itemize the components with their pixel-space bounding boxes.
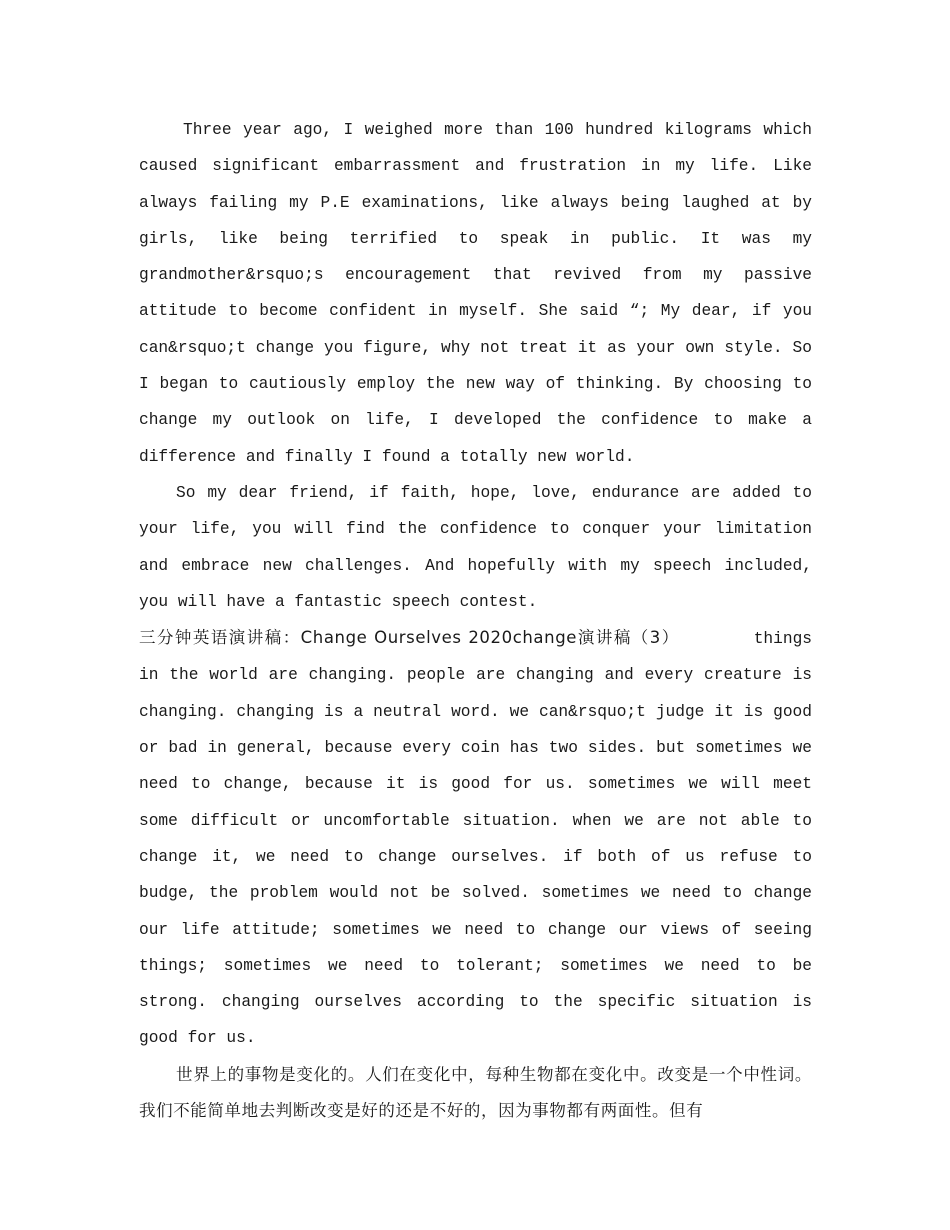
paragraph-changing: things in the world are changing. people are changing and every creature is changing. changing is a neutral word. we can&rsquo;t judge it is good or bad in general, because every coin has two sides. but sometimes we need to change, because it is good for us. sometimes we will meet some difficult or uncomfortable situation. when we are not able to change it, we need to change ourselves. if both of us refuse to budge, the problem would not be solved. sometimes we need to change our life attitude; sometimes we need to change our views of seeing things; sometimes we need to tolerant; sometimes we need to be strong. changing ourselves according to the specific situation is good for us. (139, 630, 813, 1048)
document-page (139, 112, 812, 1129)
section-paragraph (139, 620, 812, 1057)
paragraph-weight-story: Three year ago, I weighed more than 100 hundred kilograms which caused significant embarrassment and frustration in my life. Like always failing my P.E examinations, like always being laughed at by girls, like being terrified to speak in public. It was my grandmother&rsquo;s encouragement that revived from my passive attitude to become confident in myself. She said “; My dear, if you can&rsquo;t change you figure, why not treat it as your own style. So I began to cautiously employ the new way of thinking. By choosing to change my outlook on life, I developed the confidence to make a difference and finally I found a totally new world. (139, 121, 812, 466)
paragraph-chinese: 世界上的事物是变化的。人们在变化中，每种生物都在变化中。改变是一个中性词。我们不能简单地去判断改变是好的还是不好的，因为事物都有两面性。但有 (139, 1064, 812, 1121)
section-heading: 三分钟英语演讲稿：Change Ourselves 2020change演讲稿（3） (139, 628, 680, 648)
paragraph-closing: So my dear friend, if faith, hope, love, endurance are added to your life, you will find the confidence to conquer your limitation and embrace new challenges. And hopefully with my speech included, you will have a fantastic speech contest. (139, 483, 812, 611)
